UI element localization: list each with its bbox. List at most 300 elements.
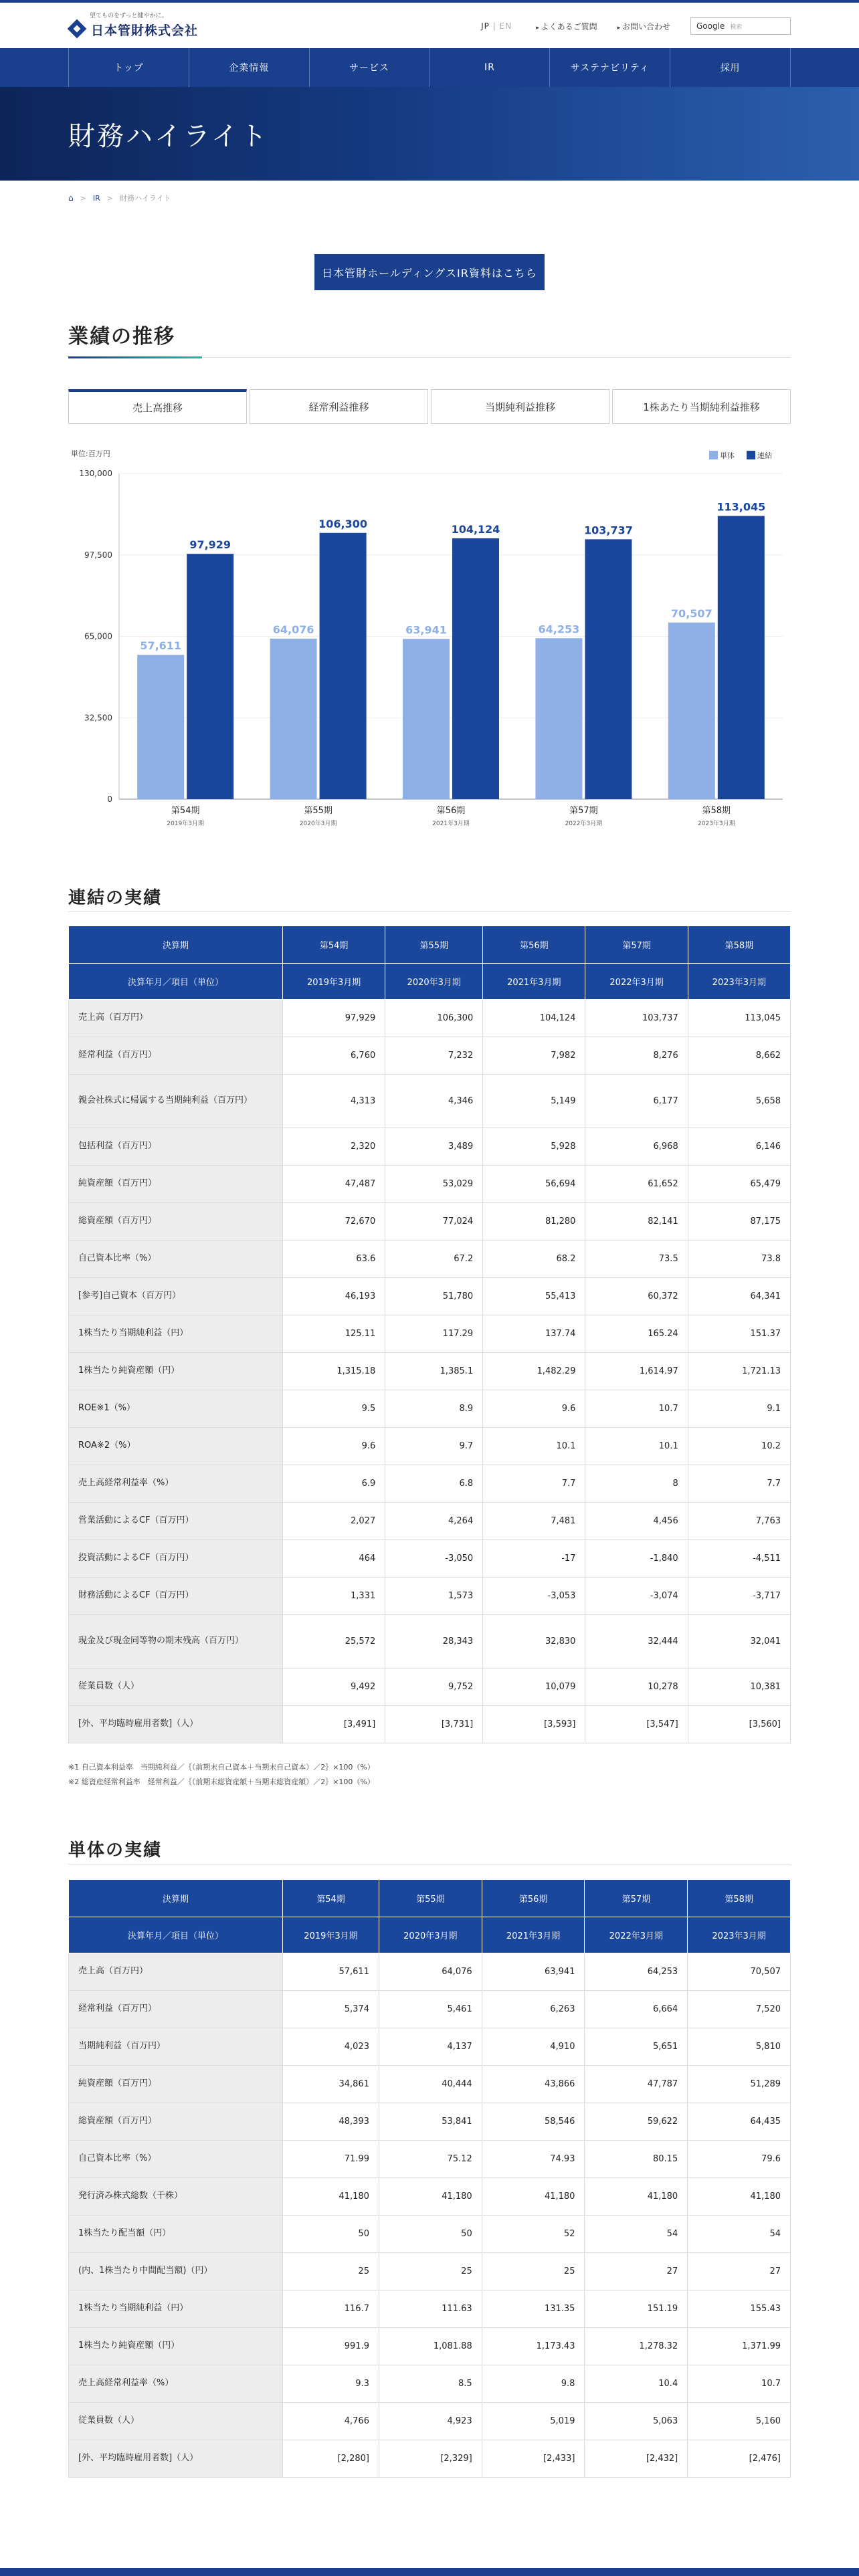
table-cell: 60,372: [585, 1278, 688, 1315]
table-cell: 6.9: [283, 1465, 385, 1503]
table-cell: [3,491]: [283, 1706, 385, 1743]
table-cell: 103,737: [585, 1000, 688, 1037]
table-cell: 25: [482, 2253, 585, 2290]
table-cell: 7,481: [483, 1503, 585, 1540]
table-cell: 77,024: [385, 1203, 483, 1241]
table-row: [69, 2103, 791, 2141]
table-cell: 4,264: [385, 1503, 483, 1540]
table-cell: [3,560]: [688, 1706, 790, 1743]
row-label: 財務活動によるCF（百万円）: [69, 1578, 283, 1615]
nav-item-service[interactable]: サービス: [310, 48, 430, 87]
contact-link[interactable]: ▸ お問い合わせ: [617, 21, 670, 32]
row-label: [参考]自己資本（百万円）: [69, 1278, 283, 1315]
table-cell: 1,081.88: [379, 2328, 482, 2365]
table-cell: 155.43: [688, 2290, 791, 2328]
nav-item-sustainability[interactable]: サステナビリティ: [550, 48, 670, 87]
table-cell: 74.93: [482, 2141, 585, 2178]
table-row: [69, 2028, 791, 2066]
bar: [320, 533, 367, 799]
table-cell: -3,050: [385, 1540, 483, 1578]
table-cell: 9.5: [283, 1390, 385, 1428]
header-cell: 決算期: [69, 926, 283, 964]
table-cell: 104,124: [483, 1000, 585, 1037]
bar: [137, 655, 184, 799]
table-row: [69, 2328, 791, 2365]
y-tick-label: 130,000: [79, 469, 112, 478]
table-cell: 1,385.1: [385, 1353, 483, 1390]
x-tick-sublabel: 2022年3月期: [565, 821, 603, 827]
table-cell: 6,177: [585, 1075, 688, 1128]
table-cell: 41,180: [482, 2178, 585, 2216]
table-row: [69, 1000, 791, 1037]
row-label: [外、平均臨時雇用者数]（人）: [69, 1706, 283, 1743]
header-cell: 2020年3月期: [379, 1917, 482, 1953]
header-cell: 2022年3月期: [585, 964, 688, 1000]
header-cell: 2023年3月期: [688, 964, 790, 1000]
table-row: [69, 2066, 791, 2103]
header-cell: 2021年3月期: [483, 964, 585, 1000]
lang-jp[interactable]: JP: [481, 21, 490, 31]
bar-chart-svg: [68, 441, 791, 843]
table-cell: 41,180: [379, 2178, 482, 2216]
row-label: 1株当たり純資産額（円）: [69, 1353, 283, 1390]
table-row: [69, 1166, 791, 1203]
chart-tabs: [68, 389, 791, 424]
table-cell: 64,435: [688, 2103, 791, 2141]
bar: [585, 539, 632, 799]
table-cell: 9.1: [688, 1390, 790, 1428]
section-heading-trend: [68, 320, 791, 358]
table-cell: 73.5: [585, 1241, 688, 1278]
table-cell: 63,941: [482, 1953, 585, 1991]
lang-separator: |: [492, 21, 496, 31]
table-row: [69, 1991, 791, 2028]
row-label: (内、1株当たり中間配当額)（円）: [69, 2253, 283, 2290]
table-cell: 6,760: [283, 1037, 385, 1075]
ir-materials-button[interactable]: 日本管財ホールディングスIR資料はこちら: [314, 254, 545, 290]
table-cell: 71.99: [283, 2141, 379, 2178]
row-label: 自己資本比率（%）: [69, 1241, 283, 1278]
table-cell: 1,331: [283, 1578, 385, 1615]
header-cell: 第54期: [283, 926, 385, 964]
table-cell: 1,315.18: [283, 1353, 385, 1390]
row-label: 自己資本比率（%）: [69, 2141, 283, 2178]
page-hero: [0, 87, 859, 181]
data-label: 70,507: [670, 607, 712, 620]
bar: [187, 554, 233, 799]
bar: [452, 538, 499, 799]
table-row: [69, 1465, 791, 1503]
header-cell: 第58期: [688, 926, 790, 964]
header-cell: 2021年3月期: [482, 1917, 585, 1953]
header-cell: 2020年3月期: [385, 964, 483, 1000]
row-label: 当期純利益（百万円）: [69, 2028, 283, 2066]
table-row: [69, 1390, 791, 1428]
row-label: 親会社株式に帰属する当期純利益（百万円）: [69, 1075, 283, 1128]
table-cell: 131.35: [482, 2290, 585, 2328]
table-row: [69, 2253, 791, 2290]
row-label: 総資産額（百万円）: [69, 2103, 283, 2141]
table-cell: 4,910: [482, 2028, 585, 2066]
standalone-table: [68, 1879, 791, 2478]
table-cell: 10.2: [688, 1428, 790, 1465]
table-cell: 53,029: [385, 1166, 483, 1203]
table-cell: -17: [483, 1540, 585, 1578]
row-label: 売上高（百万円）: [69, 1000, 283, 1037]
x-tick-label: 第54期: [171, 806, 200, 816]
utility-links: [481, 17, 791, 35]
table-cell: 25: [283, 2253, 379, 2290]
table-cell: 106,300: [385, 1000, 483, 1037]
table-cell: 4,923: [379, 2403, 482, 2440]
table-cell: -1,840: [585, 1540, 688, 1578]
table-cell: 51,780: [385, 1278, 483, 1315]
table-cell: 5,149: [483, 1075, 585, 1128]
table-cell: 6,664: [585, 1991, 688, 2028]
table-cell: 6,263: [482, 1991, 585, 2028]
table-cell: 1,482.29: [483, 1353, 585, 1390]
table-cell: [2,432]: [585, 2440, 688, 2478]
table-cell: 52: [482, 2216, 585, 2253]
table-cell: [2,476]: [688, 2440, 791, 2478]
table-cell: 8: [585, 1465, 688, 1503]
table-cell: 1,573: [385, 1578, 483, 1615]
table-cell: 151.19: [585, 2290, 688, 2328]
table-cell: 8.5: [379, 2365, 482, 2403]
header-cell: 決算年月／項目（単位）: [69, 1917, 283, 1953]
table-cell: 116.7: [283, 2290, 379, 2328]
row-label: 経常利益（百万円）: [69, 1991, 283, 2028]
section-title: 業績の推移: [68, 325, 175, 348]
table-cell: 46,193: [283, 1278, 385, 1315]
table-row: [69, 2290, 791, 2328]
bar: [718, 516, 765, 799]
row-label: 発行済み株式総数（千株）: [69, 2178, 283, 2216]
table-cell: [3,731]: [385, 1706, 483, 1743]
table-cell: 47,487: [283, 1166, 385, 1203]
table-row: [69, 1503, 791, 1540]
row-label: 経常利益（百万円）: [69, 1037, 283, 1075]
table-row: [69, 1706, 791, 1743]
table-cell: 57,611: [283, 1953, 379, 1991]
table-cell: 50: [283, 2216, 379, 2253]
table-cell: 4,023: [283, 2028, 379, 2066]
table-cell: 3,489: [385, 1128, 483, 1166]
table-cell: -4,511: [688, 1540, 790, 1578]
table-cell: 8,276: [585, 1037, 688, 1075]
table-cell: 165.24: [585, 1315, 688, 1353]
table-cell: 51,289: [688, 2066, 791, 2103]
table-cell: 67.2: [385, 1241, 483, 1278]
x-tick-label: 第55期: [304, 806, 332, 816]
table-row: [69, 1428, 791, 1465]
data-label: 103,737: [583, 524, 633, 537]
table-cell: 64,076: [379, 1953, 482, 1991]
table-cell: 70,507: [688, 1953, 791, 1991]
row-label: 1株当たり当期純利益（円）: [69, 2290, 283, 2328]
table-cell: 2,320: [283, 1128, 385, 1166]
table-cell: 65,479: [688, 1166, 790, 1203]
table-cell: -3,074: [585, 1578, 688, 1615]
table-cell: 87,175: [688, 1203, 790, 1241]
data-label: 113,045: [717, 500, 766, 514]
table-cell: 10,278: [585, 1669, 688, 1706]
section-heading-standalone: [68, 1836, 791, 1864]
table-cell: [3,547]: [585, 1706, 688, 1743]
table-cell: 5,651: [585, 2028, 688, 2066]
table-cell: 464: [283, 1540, 385, 1578]
table-cell: 25,572: [283, 1615, 385, 1669]
section-title: 単体の実績: [68, 1840, 163, 1860]
sales-chart: [68, 441, 791, 843]
tab-net-income[interactable]: 当期純利益推移: [431, 389, 609, 424]
table-cell: 10,381: [688, 1669, 790, 1706]
home-icon[interactable]: ⌂: [68, 193, 74, 203]
x-tick-sublabel: 2023年3月期: [697, 821, 735, 827]
legend-swatch: [747, 451, 755, 459]
table-cell: 7.7: [483, 1465, 585, 1503]
table-cell: 27: [585, 2253, 688, 2290]
section-title: 連結の実績: [68, 888, 163, 908]
row-label: 売上高（百万円）: [69, 1953, 283, 1991]
table-cell: 4,766: [283, 2403, 379, 2440]
table-cell: 81,280: [483, 1203, 585, 1241]
table-row: [69, 1203, 791, 1241]
table-cell: 1,173.43: [482, 2328, 585, 2365]
table-row: [69, 1241, 791, 1278]
header-cell: 第54期: [283, 1880, 379, 1917]
data-label: 64,253: [538, 623, 580, 636]
table-cell: 54: [585, 2216, 688, 2253]
table-cell: 4,346: [385, 1075, 483, 1128]
table-row: [69, 1540, 791, 1578]
table-header-row: [69, 926, 791, 964]
row-label: 1株当たり配当額（円）: [69, 2216, 283, 2253]
table-header-row: [69, 1880, 791, 1917]
legend-swatch: [709, 451, 718, 459]
y-tick-label: 97,500: [84, 550, 112, 560]
table-cell: 53,841: [379, 2103, 482, 2141]
breadcrumb-ir[interactable]: IR: [92, 193, 100, 203]
table-cell: 34,861: [283, 2066, 379, 2103]
data-label: 64,076: [272, 623, 314, 636]
row-label: ROE※1（%）: [69, 1390, 283, 1428]
table-cell: 10,079: [483, 1669, 585, 1706]
bar: [270, 639, 317, 799]
table-cell: 7,520: [688, 1991, 791, 2028]
table-cell: 5,810: [688, 2028, 791, 2066]
table-cell: 5,928: [483, 1128, 585, 1166]
table-cell: 113,045: [688, 1000, 790, 1037]
table-cell: 4,313: [283, 1075, 385, 1128]
consolidated-notes: [68, 1760, 375, 1790]
nav-item-ir[interactable]: IR: [430, 48, 550, 87]
table-cell: 75.12: [379, 2141, 482, 2178]
footer-line: [0, 2568, 859, 2576]
table-cell: 4,456: [585, 1503, 688, 1540]
faq-link[interactable]: ▸ よくあるご質問: [536, 21, 597, 32]
table-row: [69, 1278, 791, 1315]
row-label: 従業員数（人）: [69, 1669, 283, 1706]
table-subheader-row: [69, 964, 791, 1000]
x-tick-sublabel: 2021年3月期: [432, 821, 470, 827]
bar: [535, 638, 582, 799]
header-cell: 第55期: [385, 926, 483, 964]
table-row: [69, 2365, 791, 2403]
table-cell: 97,929: [283, 1000, 385, 1037]
row-label: ROA※2（%）: [69, 1428, 283, 1465]
header-cell: 2019年3月期: [283, 1917, 379, 1953]
table-cell: 151.37: [688, 1315, 790, 1353]
table-cell: 41,180: [585, 2178, 688, 2216]
heading-accent-bar: [68, 356, 202, 358]
header-cell: 決算年月／項目（単位）: [69, 964, 283, 1000]
table-cell: 41,180: [283, 2178, 379, 2216]
tab-ordinary-profit[interactable]: 経常利益推移: [250, 389, 428, 424]
row-label: 従業員数（人）: [69, 2403, 283, 2440]
data-label: 104,124: [451, 522, 500, 536]
y-tick-label: 65,000: [84, 631, 112, 641]
table-cell: 111.63: [379, 2290, 482, 2328]
table-row: [69, 1578, 791, 1615]
table-cell: 9.3: [283, 2365, 379, 2403]
search-brand: Google: [696, 21, 725, 31]
header-cell: 第55期: [379, 1880, 482, 1917]
bar: [668, 623, 715, 799]
table-cell: 5,160: [688, 2403, 791, 2440]
legend-label: 単体: [720, 451, 735, 460]
table-cell: 991.9: [283, 2328, 379, 2365]
nav-item-company[interactable]: 企業情報: [189, 48, 310, 87]
data-label: 57,611: [140, 639, 182, 653]
table-cell: 9.8: [482, 2365, 585, 2403]
table-cell: -3,717: [688, 1578, 790, 1615]
header-cell: 第56期: [483, 926, 585, 964]
header-cell: 第56期: [482, 1880, 585, 1917]
table-cell: 79.6: [688, 2141, 791, 2178]
table-cell: 9.7: [385, 1428, 483, 1465]
table-cell: 27: [688, 2253, 791, 2290]
table-cell: 41,180: [688, 2178, 791, 2216]
x-tick-sublabel: 2020年3月期: [299, 821, 337, 827]
data-label: 63,941: [405, 623, 447, 637]
x-tick-label: 第58期: [702, 806, 731, 816]
table-cell: 7,232: [385, 1037, 483, 1075]
table-cell: 10.4: [585, 2365, 688, 2403]
logo-mark-icon: [68, 19, 87, 39]
tab-sales[interactable]: 売上高推移: [68, 389, 247, 424]
breadcrumb: [68, 181, 859, 215]
breadcrumb-separator: >: [106, 193, 113, 203]
table-cell: 1,371.99: [688, 2328, 791, 2365]
table-cell: 8,662: [688, 1037, 790, 1075]
nav-item-top[interactable]: トップ: [69, 48, 189, 87]
row-label: 純資産額（百万円）: [69, 2066, 283, 2103]
row-label: 投資活動によるCF（百万円）: [69, 1540, 283, 1578]
table-cell: -3,053: [483, 1578, 585, 1615]
table-cell: 32,041: [688, 1615, 790, 1669]
y-tick-label: 0: [107, 794, 112, 804]
tab-eps[interactable]: 1株あたり当期純利益推移: [612, 389, 791, 424]
nav-item-recruit[interactable]: 採用: [670, 48, 791, 87]
table-cell: 64,341: [688, 1278, 790, 1315]
table-cell: [2,280]: [283, 2440, 379, 2478]
table-subheader-row: [69, 1917, 791, 1953]
row-label: 純資産額（百万円）: [69, 1166, 283, 1203]
table-cell: 72,670: [283, 1203, 385, 1241]
table-cell: 68.2: [483, 1241, 585, 1278]
table-cell: 5,374: [283, 1991, 379, 2028]
table-cell: 63.6: [283, 1241, 385, 1278]
unit-label: 単位:百万円: [71, 449, 110, 458]
table-cell: 54: [688, 2216, 791, 2253]
table-cell: 40,444: [379, 2066, 482, 2103]
table-cell: 32,830: [483, 1615, 585, 1669]
table-cell: 5,063: [585, 2403, 688, 2440]
row-label: 売上高経常利益率（%）: [69, 2365, 283, 2403]
table-row: [69, 2216, 791, 2253]
table-cell: 7.7: [688, 1465, 790, 1503]
table-cell: 5,019: [482, 2403, 585, 2440]
table-cell: 55,413: [483, 1278, 585, 1315]
table-cell: 1,614.97: [585, 1353, 688, 1390]
table-cell: 58,546: [482, 2103, 585, 2141]
table-cell: 7,982: [483, 1037, 585, 1075]
table-cell: 6.8: [385, 1465, 483, 1503]
table-cell: 10.1: [585, 1428, 688, 1465]
table-cell: 125.11: [283, 1315, 385, 1353]
header-cell: 2023年3月期: [688, 1917, 791, 1953]
lang-en[interactable]: EN: [499, 21, 512, 31]
search-input[interactable]: [690, 17, 791, 35]
logo-company-name: 日本管財株式会社: [91, 23, 199, 38]
row-label: [外、平均臨時雇用者数]（人）: [69, 2440, 283, 2478]
table-cell: 10.7: [688, 2365, 791, 2403]
table-cell: 9,752: [385, 1669, 483, 1706]
company-logo[interactable]: [68, 11, 198, 39]
table-cell: 25: [379, 2253, 482, 2290]
table-cell: 6,968: [585, 1128, 688, 1166]
header-cell: 2019年3月期: [283, 964, 385, 1000]
page-title: 財務ハイライト: [68, 121, 269, 152]
table-row: [69, 1037, 791, 1075]
header-cell: 2022年3月期: [585, 1917, 688, 1953]
table-row: [69, 1075, 791, 1128]
table-cell: 10.1: [483, 1428, 585, 1465]
table-cell: 5,658: [688, 1075, 790, 1128]
global-nav: [0, 48, 859, 87]
table-cell: 4,137: [379, 2028, 482, 2066]
table-cell: 10.7: [585, 1390, 688, 1428]
table-cell: 9.6: [283, 1428, 385, 1465]
table-row: [69, 2141, 791, 2178]
table-cell: 48,393: [283, 2103, 379, 2141]
search-suffix: 検索: [730, 23, 743, 31]
row-label: 営業活動によるCF（百万円）: [69, 1503, 283, 1540]
table-cell: [2,433]: [482, 2440, 585, 2478]
table-row: [69, 1669, 791, 1706]
row-label: 売上高経常利益率（%）: [69, 1465, 283, 1503]
section-heading-consolidated: [68, 884, 791, 912]
header-cell: 第58期: [688, 1880, 791, 1917]
table-cell: 59,622: [585, 2103, 688, 2141]
table-cell: 61,652: [585, 1166, 688, 1203]
note-roa: ※2 総資産経常利益率 経常利益／｛（前期末総資産額＋当期末総資産額）／2｝×100（%）: [68, 1778, 375, 1786]
table-cell: 9.6: [483, 1390, 585, 1428]
table-cell: 82,141: [585, 1203, 688, 1241]
table-cell: 56,694: [483, 1166, 585, 1203]
table-cell: 28,343: [385, 1615, 483, 1669]
